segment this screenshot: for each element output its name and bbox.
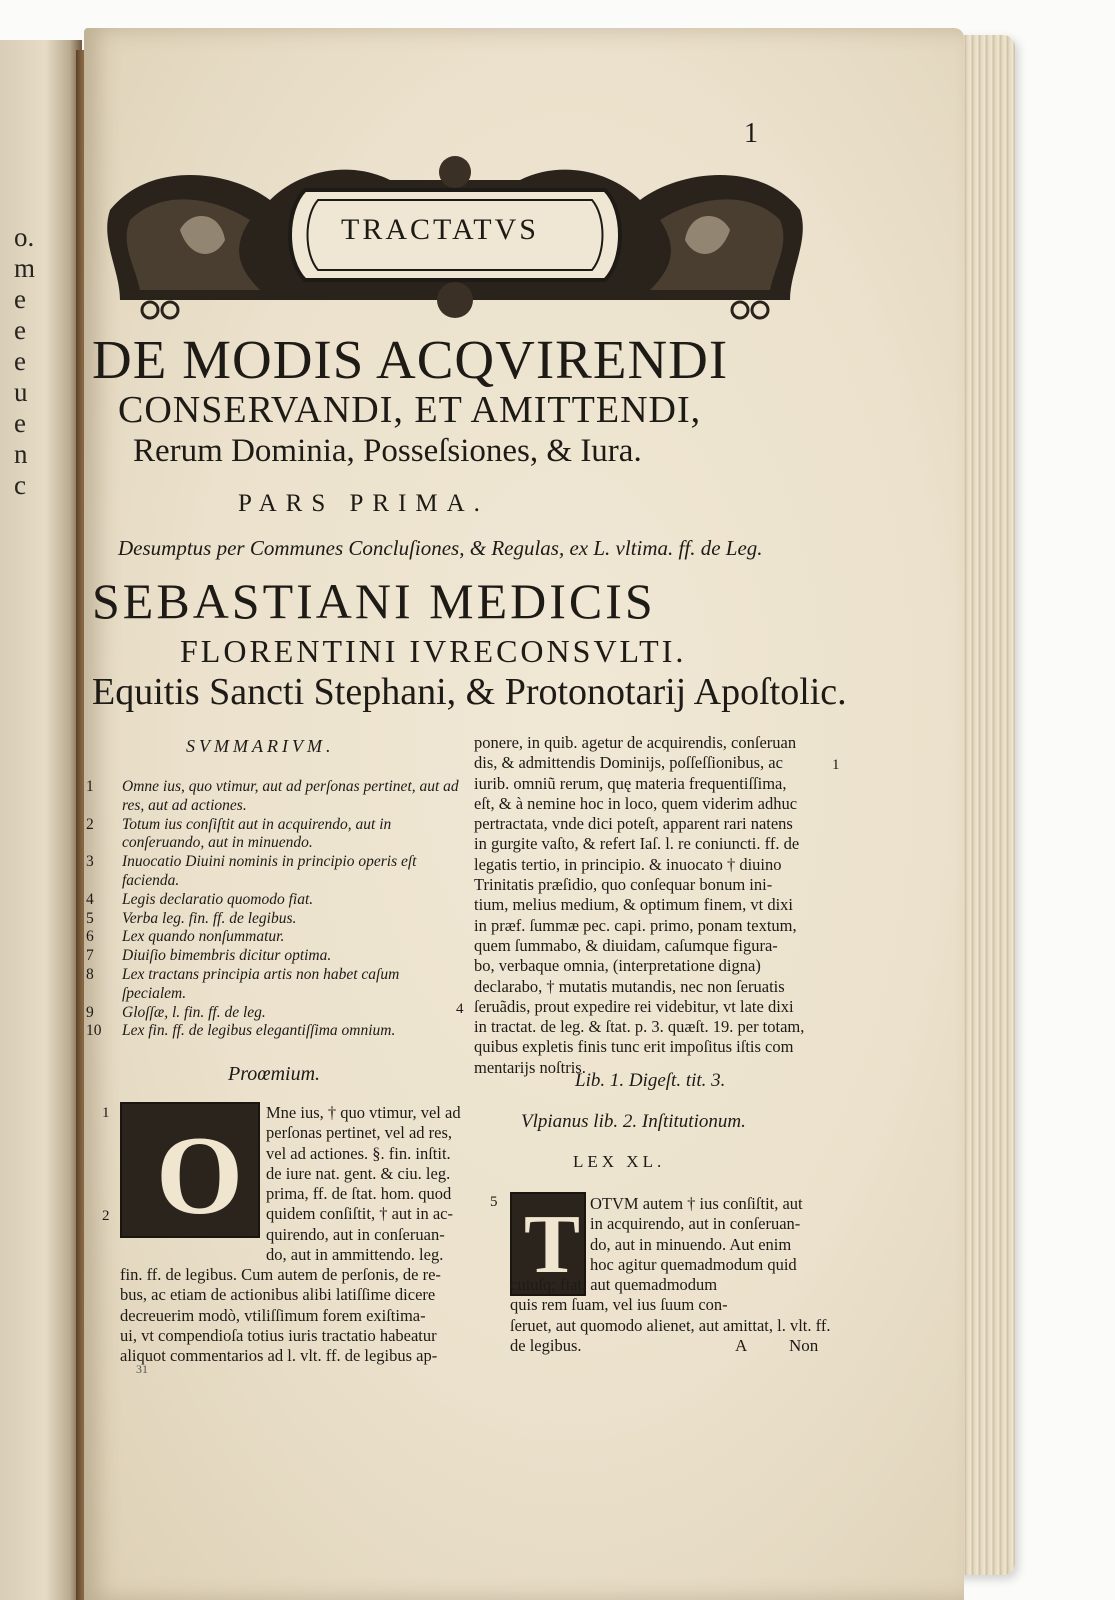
text-line: vel ad actiones. §. fin. inſtit.	[266, 1143, 451, 1163]
text-line: do, aut in ammittendo. leg.	[266, 1245, 444, 1265]
summarium-text: Lex quando nonſummatur.	[122, 928, 285, 946]
text-line: iurib. omniũ rerum, quę materia frequentiſſima,	[474, 773, 787, 793]
ulpianus-heading: Vlpianus lib. 2. Inſtitutionum.	[521, 1111, 746, 1132]
text-line: de legibus.	[510, 1335, 582, 1355]
summarium-item	[86, 910, 466, 929]
text-line: ponere, in quib. agetur de acquirendis, conſeruan	[474, 733, 797, 752]
text-line: legatis tertio, in principio. & inuocato † diuino	[474, 854, 782, 874]
author-line-2: FLORENTINI IVRECONSVLTI.	[180, 633, 687, 669]
summarium-text: Diuiſio bimembris dicitur optima.	[122, 947, 332, 965]
summarium-number: 2	[86, 815, 94, 833]
text-line: quirendo, aut in conſeruan-	[266, 1224, 445, 1244]
summarium-text: Gloſſæ, l. fin. ff. de leg.	[122, 1003, 266, 1021]
previous-page-letter: u	[14, 377, 28, 407]
text-line: aliquot commentarios ad l. vlt. ff. de legibus ap-	[120, 1346, 438, 1366]
dropcap-o-woodcut	[120, 1102, 260, 1238]
summarium-text: Verba leg. fin. ff. de legibus.	[122, 909, 297, 927]
text-line: OTVM autem † ius conſiſtit, aut	[590, 1194, 803, 1213]
summarium-item	[86, 853, 466, 891]
previous-page-letter: o.	[14, 222, 35, 252]
text-line: ſeruet, aut quomodo alienet, aut amittat, l. vlt. ff.	[510, 1315, 831, 1335]
summarium-number: 10	[86, 1022, 102, 1040]
summarium-number: 7	[86, 947, 94, 965]
summarium-item	[86, 928, 466, 947]
prooemium-margin-number: 1	[102, 1105, 110, 1121]
summarium-number: 8	[86, 965, 94, 983]
summarium-item	[86, 947, 466, 966]
summarium-number: 5	[86, 909, 94, 927]
lex-indent-text	[590, 1194, 803, 1275]
summarium-list	[86, 778, 466, 1041]
title-line-3: Rerum Dominia, Posseſsiones, & Iura.	[133, 433, 642, 469]
right-margin-number: 4	[456, 1001, 464, 1017]
previous-page-letter: n	[14, 439, 28, 469]
text-line: ui, vt compendioſa totius iuris tractatio habeatur	[120, 1325, 437, 1345]
author-line-1: SEBASTIANI MEDICIS	[92, 573, 656, 629]
summarium-number: 3	[86, 853, 94, 871]
text-line: tium, melius medium, & optimum finem, vt dixi	[474, 895, 793, 915]
text-line: perſonas pertinet, vel ad res,	[266, 1123, 453, 1143]
text-line: quidem conſiſtit, † aut in ac-	[266, 1204, 453, 1224]
text-line: in tractat. de leg. & ſtat. p. 3. quæſt. 19. per totam,	[474, 1017, 805, 1037]
summarium-number: 9	[86, 1003, 94, 1021]
summarium-text: Lex tractans principia artis non habet caſum ſpecialem.	[122, 965, 400, 1002]
text-line: decreuerim modò, vtiliſſimum forem exiſtima-	[120, 1305, 426, 1325]
lex-margin-number: 5	[490, 1194, 498, 1210]
page-number: 1	[744, 118, 758, 149]
summarium-item	[86, 778, 466, 816]
lib-heading: Lib. 1. Digeſt. tit. 3.	[575, 1070, 726, 1091]
prooemium-margin-number: 2	[102, 1208, 110, 1224]
lex-full-text	[510, 1275, 830, 1356]
lex-heading: LEX XL.	[573, 1152, 666, 1171]
catchword: Non	[789, 1336, 819, 1355]
text-line: bo, verbaque omnia, (interpretatione digna)	[474, 956, 761, 976]
prooemium-full-text	[120, 1265, 441, 1366]
summarium-item	[86, 816, 466, 854]
text-line: cuiuſq; fiat, aut quemadmodum	[510, 1275, 718, 1294]
text-line: mentarijs noſtris.	[474, 1057, 586, 1077]
summarium-text: Omne ius, quo vtimur, aut ad perſonas pertinet, aut ad res, aut ad actiones.	[122, 778, 459, 814]
previous-page-edge	[0, 40, 82, 1600]
footer-mark: 31	[136, 1362, 148, 1376]
text-line: hoc agitur quemadmodum quid	[590, 1254, 797, 1274]
previous-page-letters	[14, 222, 44, 501]
dropcap-o-letter: O	[156, 1114, 244, 1238]
prooemium-title: Proœmium.	[228, 1063, 321, 1085]
dropcap-t-letter: T	[524, 1198, 581, 1291]
summarium-item	[86, 966, 466, 1004]
text-line: do, aut in minuendo. Aut enim	[590, 1234, 792, 1254]
text-line: prima, ff. de ſtat. hom. quod	[266, 1184, 452, 1204]
previous-page-letter: e	[14, 284, 26, 314]
prooemium-indent-text	[266, 1103, 461, 1265]
summarium-text: Lex fin. ff. de legibus elegantiſſima omnium.	[122, 1022, 396, 1040]
summarium-number: 1	[86, 778, 94, 795]
text-line: quibus expletis finis tunc erit impoſitus iſtis com	[474, 1037, 794, 1057]
previous-page-letter: m	[14, 253, 36, 283]
summarium-text: Legis declaratio quomodo fiat.	[122, 890, 314, 908]
text-line: quis rem ſuam, vel ius ſuum con-	[510, 1295, 728, 1315]
previous-page-letter: e	[14, 408, 26, 438]
desumptus-line: Desumptus per Communes Concluſiones, & Regulas, ex L. vltima. ff. de Leg.	[118, 536, 763, 560]
summarium-number: 6	[86, 928, 94, 946]
previous-page-letter: c	[14, 470, 26, 500]
text-line: de iure nat. gent. & ciu. leg.	[266, 1163, 451, 1183]
summarium-item	[86, 1004, 466, 1023]
title-line-2: CONSERVANDI, ET AMITTENDI,	[118, 389, 702, 431]
text-line: in gurgite vaſto, & refert Iaſ. l. re coniuncti. ff. de	[474, 834, 800, 854]
text-line: fin. ff. de legibus. Cum autem de perſonis, de re-	[120, 1265, 441, 1284]
summarium-title: SVMMARIVM.	[186, 736, 335, 756]
text-line: quem ſummabo, & diuidam, caſumque figura-	[474, 935, 778, 955]
right-margin-number: 1	[832, 757, 840, 773]
previous-page-letter: e	[14, 346, 26, 376]
text-line: pertractata, vnde dici poteſt, apparent rari natens	[474, 814, 793, 834]
author-line-3: Equitis Sancti Stephani, & Protonotarij Apoſtolic.	[92, 671, 847, 713]
text-line: in præf. ſummæ pec. capi. primo, ponam textum,	[474, 915, 797, 935]
previous-page-letter: e	[14, 315, 26, 345]
summarium-item	[86, 1022, 466, 1041]
banner-label: TRACTATVS	[341, 213, 539, 246]
text-line: Mne ius, † quo vtimur, vel ad	[266, 1103, 461, 1122]
text-line: dis, & admittendis Dominijs, poſſeſſionibus, ac	[474, 753, 783, 773]
summarium-text: Inuocatio Diuini nominis in principio operis eſt facienda.	[122, 853, 417, 889]
text-line: Trinitatis præſidio, quo conſequar bonum ini-	[474, 875, 773, 895]
text-line: declarabo, † mutatis mutandis, nec non ſeruatis	[474, 976, 785, 996]
right-column-text	[474, 733, 824, 1078]
summarium-item	[86, 891, 466, 910]
summarium-number: 4	[86, 890, 94, 908]
text-line: bus, ac etiam de actionibus alibi latiſſime dicere	[120, 1285, 436, 1305]
text-line: in acquirendo, aut in conſeruan-	[590, 1214, 801, 1234]
summarium-text: Totum ius conſiſtit aut in acquirendo, aut in conſeruando, aut in minuendo.	[122, 815, 392, 852]
pars-heading: PARS PRIMA.	[238, 490, 489, 517]
text-line: eſt, & à nemine hoc in loco, quem viderim adhuc	[474, 793, 798, 813]
title-line-1: DE MODIS ACQVIRENDI	[92, 329, 729, 390]
signature-mark: A	[735, 1336, 748, 1355]
text-line: ſeruãdis, prout expedire rei videbitur, vt late dixi	[474, 996, 794, 1016]
